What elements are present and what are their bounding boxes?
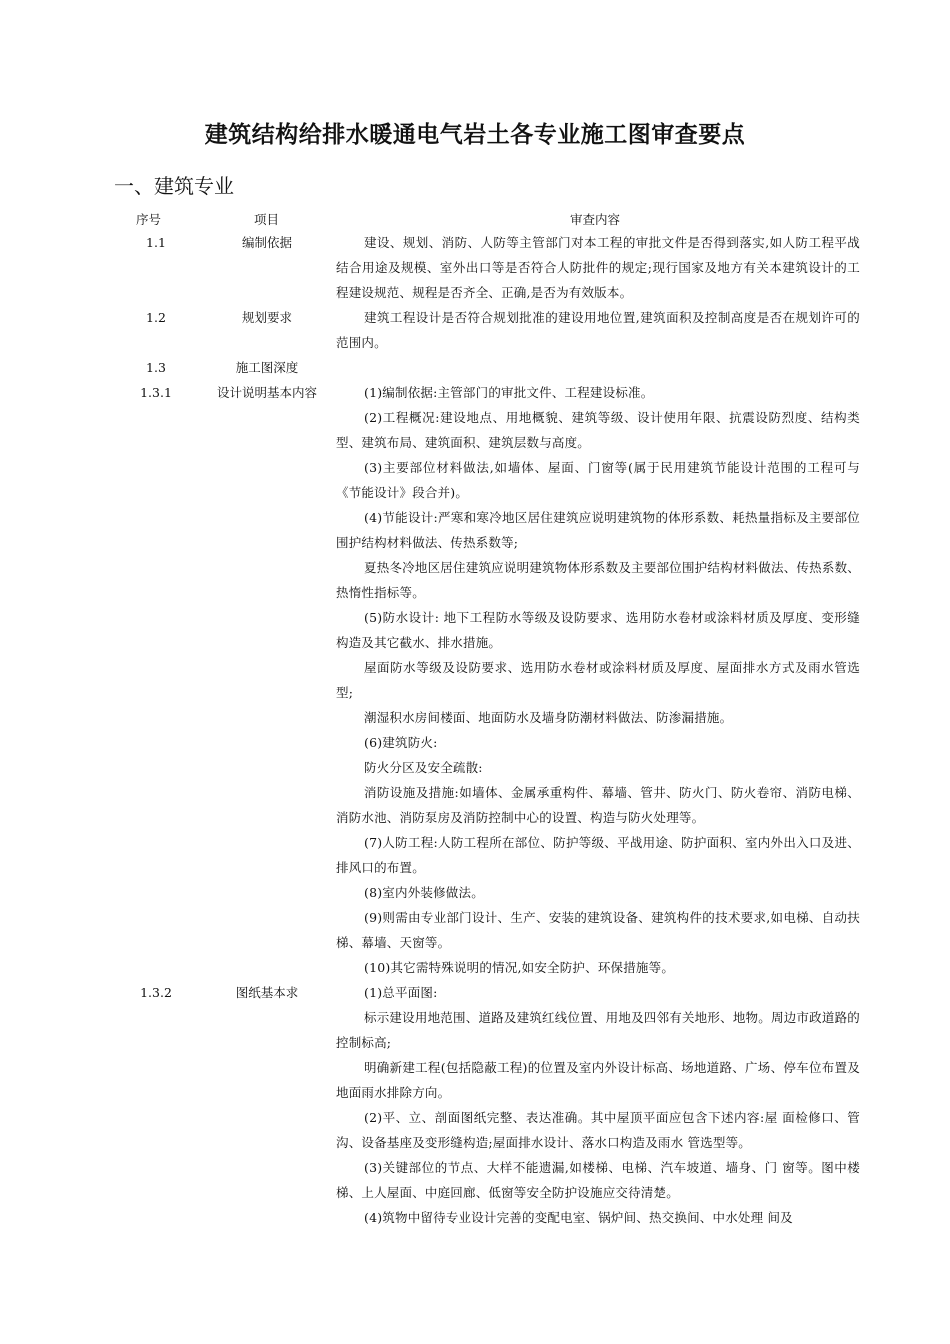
- row-item: 设计说明基本内容: [216, 385, 317, 400]
- content-paragraph: 消防设施及措施:如墙体、金属承重构件、幕墙、管井、防火门、防火卷帘、消防电梯、消防水池、消防泵房及消防控制中心的设置、构造与防火处理等。: [336, 785, 860, 825]
- review-table: [108, 206, 868, 1230]
- content-paragraph: (8)室内外装修做法。: [364, 885, 484, 900]
- content-paragraph: 明确新建工程(包括隐蔽工程)的位置及室内外设计标高、场地道路、广场、停车位布置及地面雨水排除方向。: [336, 1060, 860, 1100]
- row-number: 1.3.2: [140, 985, 172, 1000]
- content-paragraph: (9)则需由专业部门设计、生产、安装的建筑设备、建筑构件的技术要求,如电梯、自动扶梯、幕墙、天窗等。: [336, 910, 860, 950]
- table-row: [108, 980, 868, 1230]
- row-number: 1.2: [146, 310, 166, 325]
- table-row: [108, 380, 868, 980]
- content-paragraph: (4)筑物中留待专业设计完善的变配电室、锅炉间、热交换间、中水处理 间及: [364, 1210, 793, 1225]
- header-content: 审查内容: [570, 212, 621, 227]
- row-content: [336, 980, 860, 1230]
- content-paragraph: 标示建设用地范围、道路及建筑红线位置、用地及四邻有关地形、地物。周边市政道路的控制标高;: [336, 1010, 860, 1050]
- header-num: 序号: [136, 212, 162, 227]
- content-paragraph: 屋面防水等级及设防要求、选用防水卷材或涂料材质及厚度、屋面排水方式及雨水管选型;: [336, 660, 860, 700]
- table-header: [108, 206, 868, 230]
- content-paragraph: (3)关键部位的节点、大样不能遗漏,如楼梯、电梯、汽车坡道、墙身、门 窗等。图中楼梯、上人屋面、中庭回廊、低窗等安全防护设施应交待清楚。: [336, 1160, 860, 1200]
- table-body: [108, 230, 868, 1230]
- row-item: 图纸基本求: [235, 985, 299, 1000]
- section-title: 一、建筑专业: [114, 174, 234, 198]
- content-paragraph: 防火分区及安全疏散:: [364, 760, 483, 775]
- row-item: 编制依据: [241, 235, 292, 250]
- content-paragraph: 建设、规划、消防、人防等主管部门对本工程的审批文件是否得到落实,如人防工程平战结合用途及规模、室外出口等是否符合人防批件的规定;现行国家及地方有关本建筑设计的工程建设规范、规程是否齐全、正确,是否为有效版本。: [336, 235, 860, 300]
- content-paragraph: (2)工程概况:建设地点、用地概貌、建筑等级、设计使用年限、抗震设防烈度、结构类型、建筑布局、建筑面积、建筑层数与高度。: [336, 410, 860, 450]
- table-row: [108, 305, 868, 355]
- row-number: 1.3.1: [140, 385, 172, 400]
- row-content: [336, 355, 860, 380]
- content-paragraph: 潮湿积水房间楼面、地面防水及墙身防潮材料做法、防渗漏措施。: [364, 710, 733, 725]
- content-paragraph: (5)防水设计: 地下工程防水等级及设防要求、选用防水卷材或涂料材质及厚度、变形缝构造及其它截水、排水措施。: [336, 610, 860, 650]
- page-title: 建筑结构给排水暖通电气岩土各专业施工图审查要点: [204, 121, 746, 148]
- content-paragraph: (1)编制依据:主管部门的审批文件、工程建设标准。: [364, 385, 654, 400]
- row-item: 施工图深度: [235, 360, 299, 375]
- content-paragraph: (7)人防工程:人防工程所在部位、防护等级、平战用途、防护面积、室内外出入口及进、排风口的布置。: [336, 835, 860, 875]
- content-paragraph: 建筑工程设计是否符合规划批准的建设用地位置,建筑面积及控制高度是否在规划许可的范围内。: [336, 310, 860, 350]
- table-row: [108, 355, 868, 380]
- content-paragraph: (10)其它需特殊说明的情况,如安全防护、环保措施等。: [364, 960, 675, 975]
- table-row: [108, 230, 868, 305]
- content-paragraph: (3)主要部位材料做法,如墙体、屋面、门窗等(属于民用建筑节能设计范围的工程可与《节能设计》段合并)。: [336, 460, 860, 500]
- content-paragraph: (1)总平面图:: [364, 985, 438, 1000]
- row-number: 1.1: [146, 235, 166, 250]
- row-content: [336, 230, 860, 305]
- content-paragraph: (2)平、立、剖面图纸完整、表达准确。其中屋顶平面应包含下述内容:屋 面检修口、管沟、设备基座及变形缝构造;屋面排水设计、落水口构造及雨水 管选型等。: [336, 1110, 860, 1150]
- header-item: 项目: [254, 212, 280, 227]
- content-paragraph: (4)节能设计:严寒和寒冷地区居住建筑应说明建筑物的体形系数、耗热量指标及主要部位围护结构材料做法、传热系数等;: [336, 510, 860, 550]
- row-content: [336, 380, 860, 980]
- content-paragraph: (6)建筑防火:: [364, 735, 438, 750]
- content-paragraph: 夏热冬冷地区居住建筑应说明建筑物体形系数及主要部位围护结构材料做法、传热系数、热惰性指标等。: [336, 560, 860, 600]
- row-item: 规划要求: [241, 310, 292, 325]
- row-number: 1.3: [146, 360, 166, 375]
- row-content: [336, 305, 860, 355]
